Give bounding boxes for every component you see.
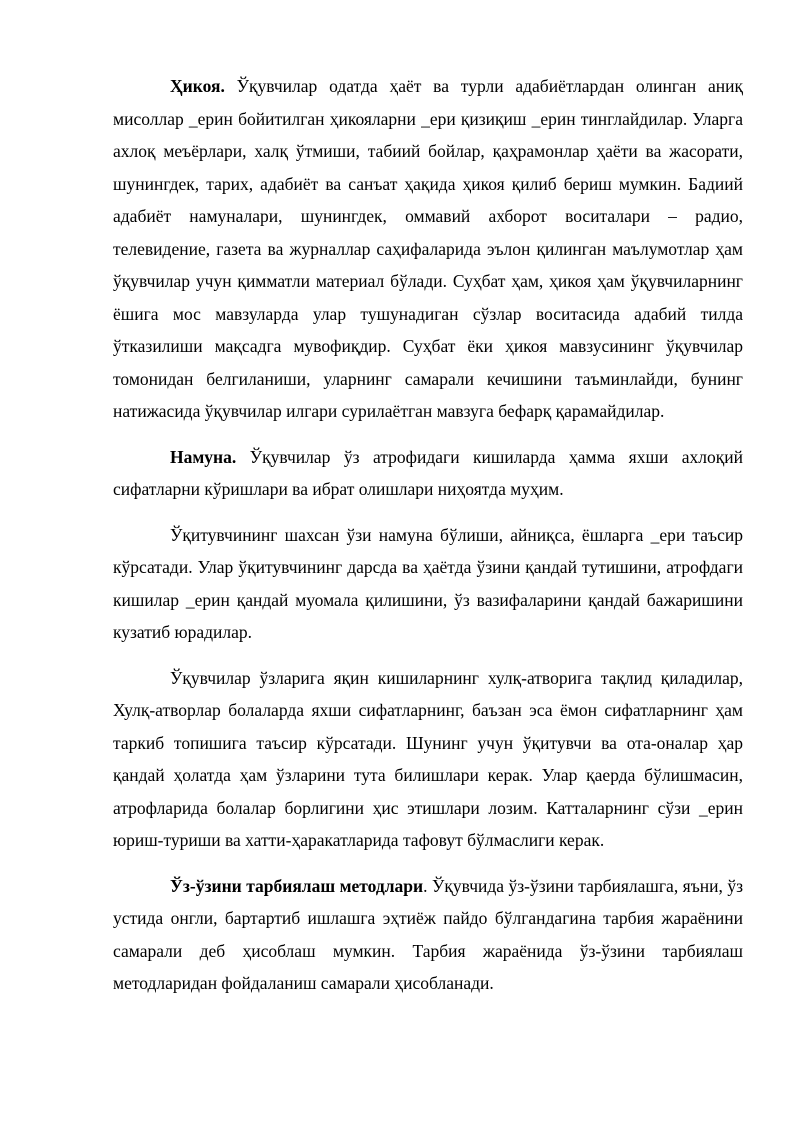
paragraph-lead: Ўз-ўзини тарбиялаш методлари: [170, 875, 424, 896]
paragraph-imitation: [113, 662, 743, 857]
paragraph-text: Ўқитувчининг шахсан ўзи намуна бўлиши, айниқса, ёшларга _ери таъсир кўрсатади. Улар ўқитувчининг дарсда ва ҳаётда ўзини қандай тутишини, атрофдаги кишилар _ерин қандай муомала қилишини, ўз вазифаларини қандай бажаришини кузатиб юрадилар.: [113, 524, 743, 642]
paragraph-example: [113, 441, 743, 506]
paragraph-teacher-example: [113, 519, 743, 649]
document-page: [113, 70, 743, 1013]
paragraph-lead: Намуна.: [170, 446, 237, 467]
paragraph-lead: Ҳикоя.: [170, 76, 225, 96]
paragraph-text: Ўқувчилар одатда ҳаёт ва турли адабиётлардан олинган аниқ мисоллар _ерин бойитилган ҳикояларни _ери қизиқиш _ерин тинглайдилар. Уларга ахлоқ меъёрлари, халқ ўтмиши, табиий бойлар, қаҳрамонлар ҳаёти ва жасорати, шунингдек, тарих, адабиёт ва санъат ҳақида ҳикоя қилиб бериш мумкин. Бадиий адабиёт намуналари, шунингдек, оммавий ахборот воситалари – радио, телевидение, газета ва журналлар саҳифаларида эълон қилинган маълумотлар ҳам ўқувчилар учун қимматли материал бўлади. Суҳбат ҳам, ҳикоя ҳам ўқувчиларнинг ёшига мос мавзуларда улар тушунадиган сўзлар воситасида адабий тилда ўтказилиши мақсадга мувофиқдир. Суҳбат ёки ҳикоя мавзусининг ўқувчилар томонидан белгиланиши, уларнинг самарали кечишини таъминлайди, бунинг натижасида ўқувчилар илгари сурилаётган мавзуга бефарқ қарамайдилар.: [113, 76, 743, 421]
paragraph-self-education: [113, 870, 743, 1000]
paragraph-text: Ўқувчилар ўз атрофидаги кишиларда ҳамма яхши ахлоқий сифатларни кўришлари ва ибрат олишлари ниҳоятда муҳим.: [113, 446, 743, 499]
paragraph-story: [113, 70, 743, 428]
paragraph-text: . Ўқувчида ўз-ўзини тарбиялашга, яъни, ўз устида онгли, бартартиб ишлашга эҳтиёж пайдо бўлгандагина тарбия жараёнини самарали деб ҳисоблаш мумкин. Тарбия жараёнида ўз-ўзини тарбиялаш методларидан фойдаланиш самарали ҳисобланади.: [113, 875, 743, 993]
paragraph-text: Ўқувчилар ўзларига яқин кишиларнинг хулқ-атворига тақлид қиладилар, Хулқ-атворлар болаларда яхши сифатларнинг, баъзан эса ёмон сифатларнинг ҳам таркиб топишига таъсир кўрсатади. Шунинг учун ўқитувчи ва ота-оналар ҳар қандай ҳолатда ҳам ўзларини тута билишлари керак. Улар қаерда бўлишмасин, атрофларида болалар борлигини ҳис этишлари лозим. Катталарнинг сўзи _ерин юриш-туриши ва хатти-ҳаракатларида тафовут бўлмаслиги керак.: [113, 667, 743, 850]
